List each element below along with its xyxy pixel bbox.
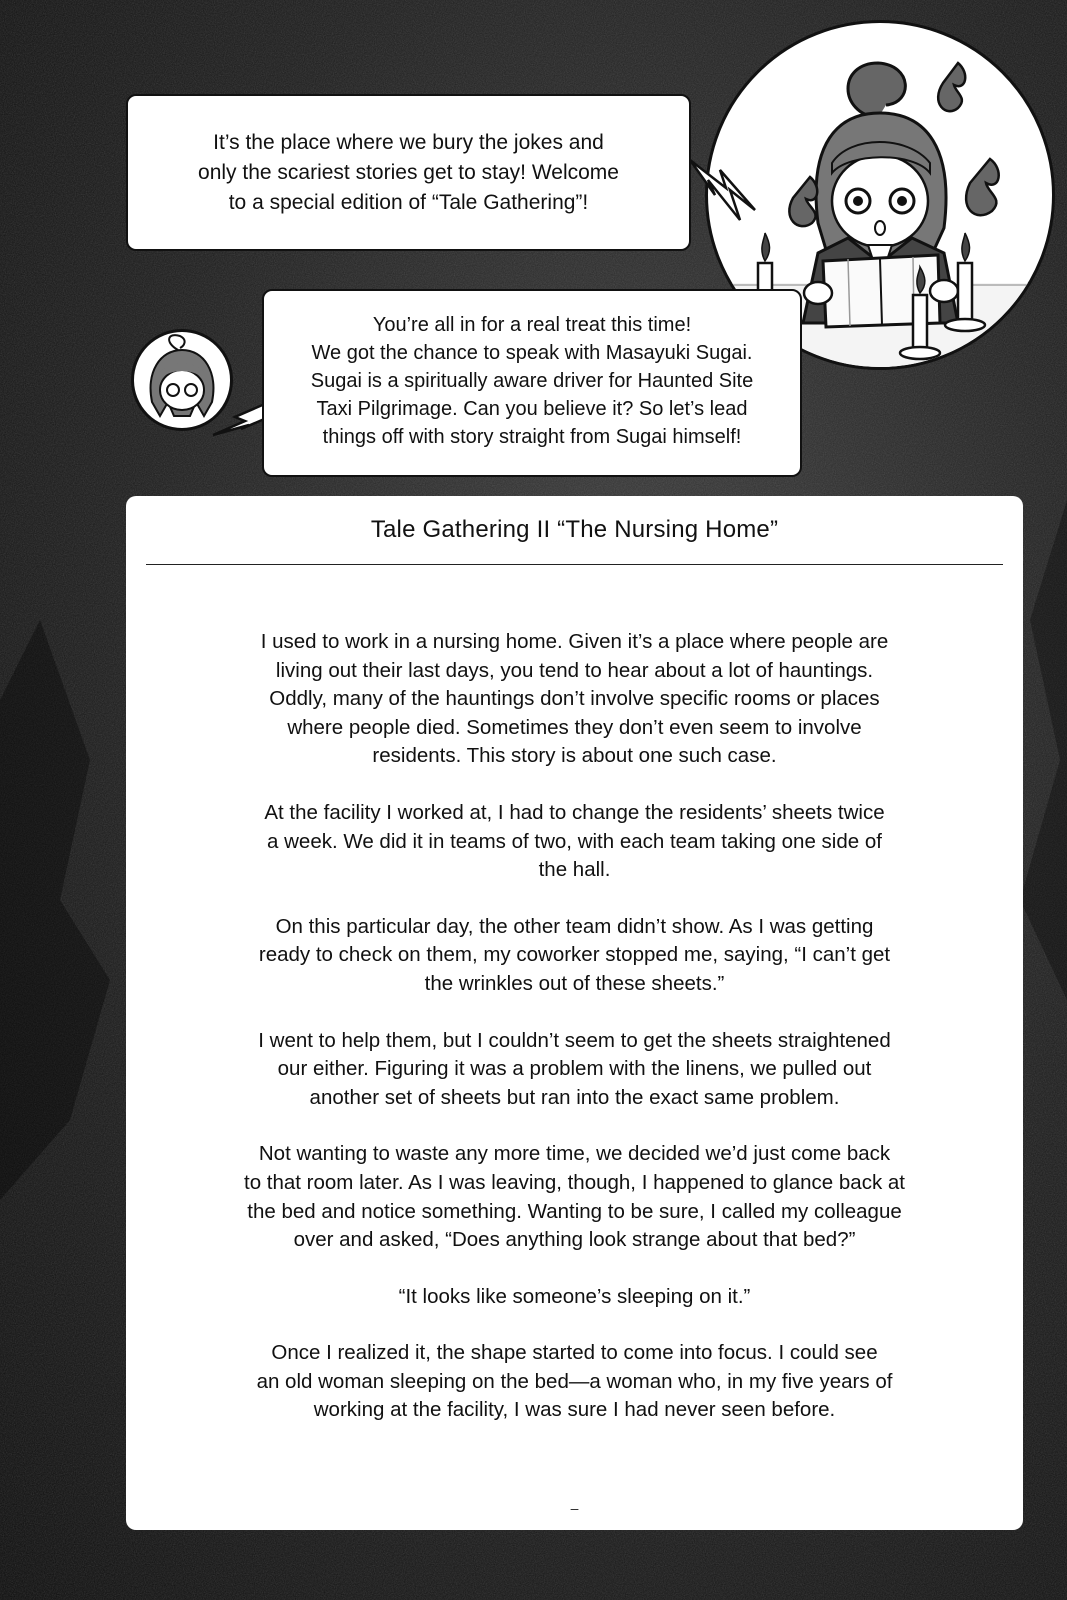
story-text-panel bbox=[126, 496, 1023, 1530]
story-line: Not wanting to waste any more time, we decided we’d just come back bbox=[258, 1142, 891, 1166]
story-body bbox=[166, 628, 983, 1453]
page-number: – bbox=[570, 1500, 579, 1516]
story-line: On this particular day, the other team didn’t show. As I was getting bbox=[275, 914, 874, 938]
story-line: ready to check on them, my coworker stopped me, saying, “I can’t get bbox=[258, 943, 891, 967]
story-line: Once I realized it, the shape started to come into focus. I could see bbox=[271, 1341, 878, 1365]
title-divider bbox=[146, 564, 1003, 565]
speech-line: Sugai is a spiritually aware driver for Haunted Site bbox=[310, 370, 754, 392]
story-line: the wrinkles out of these sheets.” bbox=[424, 971, 725, 995]
story-line: “It looks like someone’s sleeping on it.” bbox=[398, 1284, 751, 1308]
speech-line: It’s the place where we bury the jokes and bbox=[213, 131, 604, 154]
speech-line: You’re all in for a real treat this time! bbox=[372, 314, 692, 336]
story-line: another set of sheets but ran into the exact same problem. bbox=[309, 1085, 840, 1109]
story-paragraph bbox=[166, 1140, 983, 1254]
story-line: a week. We did it in teams of two, with each team taking one side of bbox=[267, 829, 882, 853]
story-line: where people died. Sometimes they don’t even seem to involve bbox=[287, 715, 862, 739]
story-line: residents. This story is about one such case. bbox=[372, 744, 777, 768]
story-paragraph bbox=[166, 628, 983, 771]
speech-line: only the scariest stories get to stay! Welcome bbox=[198, 161, 619, 184]
story-line: Oddly, many of the hauntings don’t involve specific rooms or places bbox=[269, 687, 880, 711]
story-line: working at the facility, I was sure I had never seen before. bbox=[313, 1398, 836, 1422]
story-paragraph bbox=[166, 1339, 983, 1425]
story-line: I used to work in a nursing home. Given it’s a place where people are bbox=[260, 630, 889, 653]
story-paragraph bbox=[166, 799, 983, 885]
story-line: over and asked, “Does anything look strange about that bed?” bbox=[293, 1228, 856, 1252]
speech-bubble-intro bbox=[126, 94, 691, 251]
speech-bubble-introduction-sugai bbox=[262, 289, 802, 477]
story-line: to that room later. As I was leaving, though, I happened to glance back at bbox=[244, 1170, 905, 1194]
story-line: living out their last days, you tend to hear about a lot of hauntings. bbox=[275, 658, 874, 682]
story-line: an old woman sleeping on the bed—a woman who, in my five years of bbox=[256, 1369, 893, 1393]
story-line: the hall. bbox=[538, 858, 611, 882]
story-paragraph bbox=[166, 913, 983, 999]
story-paragraph bbox=[166, 1027, 983, 1113]
story-paragraph bbox=[166, 1283, 983, 1312]
speech-line: We got the chance to speak with Masayuki Sugai. bbox=[311, 342, 753, 364]
story-line: the bed and notice something. Wanting to be sure, I called my colleague bbox=[247, 1199, 902, 1223]
speech-line: Taxi Pilgrimage. Can you believe it? So let’s lead bbox=[316, 398, 748, 420]
speech-line: things off with story straight from Sugai himself! bbox=[322, 426, 742, 448]
story-title: Tale Gathering II “The Nursing Home” bbox=[370, 516, 779, 543]
story-line: our either. Figuring it was a problem with the linens, we pulled out bbox=[277, 1057, 872, 1081]
story-line: At the facility I worked at, I had to change the residents’ sheets twice bbox=[264, 800, 885, 824]
speech-line: to a special edition of “Tale Gathering”! bbox=[228, 191, 589, 214]
story-line: I went to help them, but I couldn’t seem to get the sheets straightened bbox=[258, 1028, 891, 1052]
